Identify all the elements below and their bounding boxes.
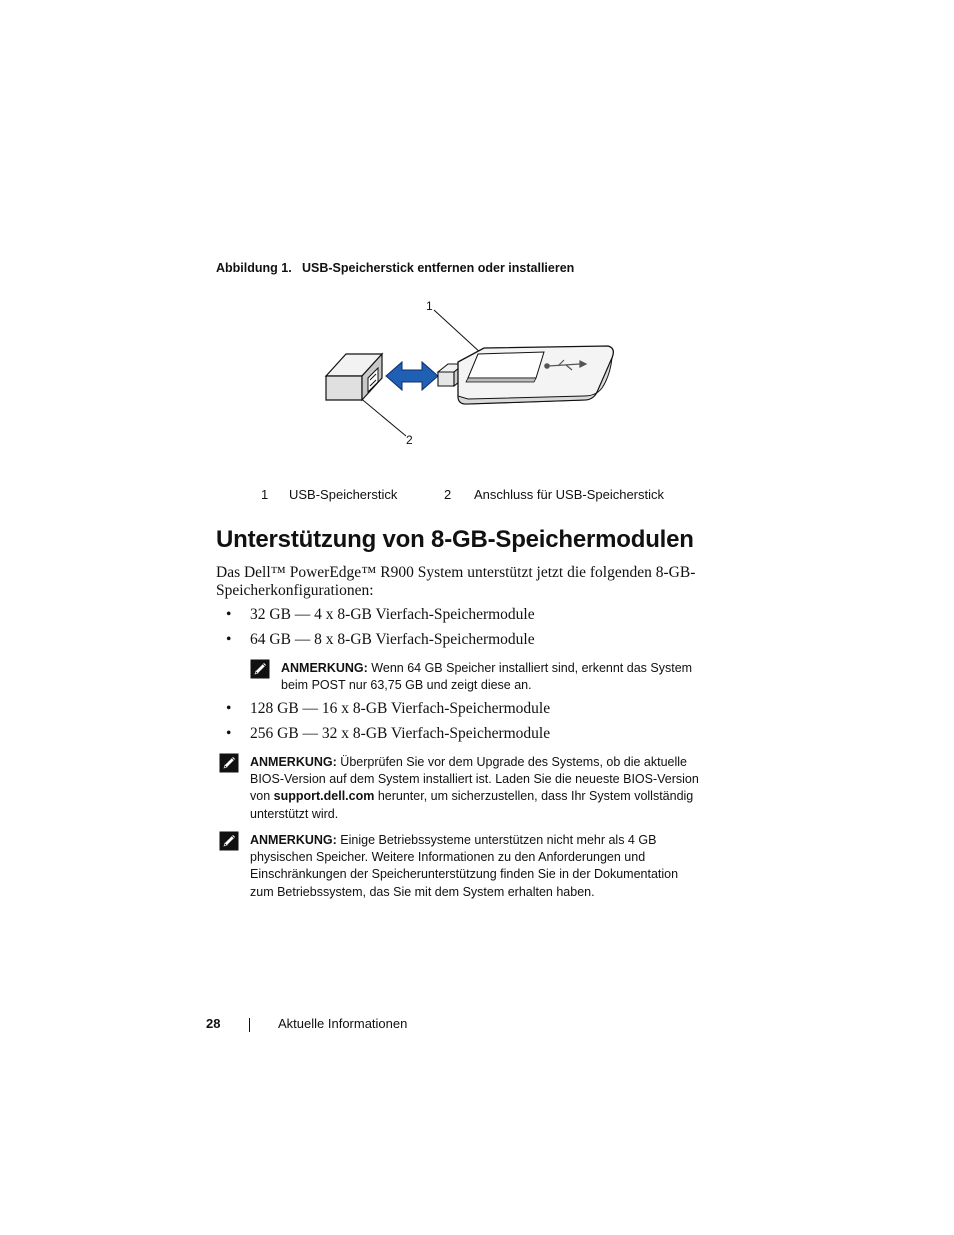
callout-line-2 xyxy=(358,396,406,436)
support-link[interactable]: support.dell.com xyxy=(273,789,375,804)
legend-label-1: USB-Speicherstick xyxy=(289,487,398,502)
bullet-symbol: • xyxy=(226,725,232,742)
note-1-text: Wenn 64 GB Speicher installiert sind, erkennt das System beim POST nur 63,75 GB und zeigt diese an. xyxy=(281,661,693,693)
usb-connector-port xyxy=(326,354,382,400)
list-item-text: 128 GB — 16 x 8-GB Vierfach-Speichermodule xyxy=(250,700,551,717)
list-item-text: 64 GB — 8 x 8-GB Vierfach-Speichermodule xyxy=(250,631,535,648)
list-item-text: 32 GB — 4 x 8-GB Vierfach-Speichermodule xyxy=(250,606,535,623)
bullet-symbol: • xyxy=(226,606,232,623)
legend-label-2: Anschluss für USB-Speicherstick xyxy=(474,487,665,502)
list-item xyxy=(226,700,550,718)
note-2 xyxy=(250,754,702,823)
bullet-symbol: • xyxy=(226,631,232,648)
legend-num-1: 1 xyxy=(261,487,269,502)
note-label: ANMERKUNG: xyxy=(281,661,368,675)
footer-divider xyxy=(249,1018,250,1032)
note-pencil-icon xyxy=(219,753,239,773)
note-3 xyxy=(250,832,690,901)
list-item-text: 256 GB — 32 x 8-GB Vierfach-Speichermodule xyxy=(250,725,551,742)
callout-2: 2 xyxy=(406,433,413,447)
insert-remove-arrow-icon xyxy=(386,362,438,390)
section-heading: Unterstützung von 8-GB-Speichermodulen xyxy=(216,526,694,553)
note-2-text-after: herunter, um sicherzustellen, dass Ihr System vollständig unterstützt wird. xyxy=(250,789,694,821)
note-2-text-before: Überprüfen Sie vor dem Upgrade des Systems, ob die aktuelle BIOS-Version auf dem System installiert ist. Laden Sie die neueste BIOS-Version von xyxy=(250,755,699,804)
footer-section-title: Aktuelle Informationen xyxy=(278,1016,408,1031)
legend-num-2: 2 xyxy=(444,487,452,502)
callout-1: 1 xyxy=(426,299,433,313)
note-label: ANMERKUNG: xyxy=(250,755,337,769)
bullet-symbol: • xyxy=(226,700,232,717)
note-pencil-icon xyxy=(219,831,239,851)
usb-stick-illustration xyxy=(318,296,628,450)
figure-title: USB-Speicherstick entfernen oder installieren xyxy=(302,261,575,275)
note-pencil-icon xyxy=(250,659,270,679)
usb-stick xyxy=(438,346,613,404)
list-item xyxy=(226,606,535,624)
note-label: ANMERKUNG: xyxy=(250,833,337,847)
list-item xyxy=(226,631,535,649)
note-1 xyxy=(281,660,711,694)
note-3-text: Einige Betriebssysteme unterstützen nicht mehr als 4 GB physischen Speicher. Weitere Informationen zu den Anforderungen und Einschränkungen der Speicherunterstützung finden Sie in der Dokumentation zum Betriebssystem, das Sie mit dem System erhalten haben. xyxy=(250,833,679,899)
intro-paragraph: Das Dell™ PowerEdge™ R900 System unterstützt jetzt die folgenden 8-GB-Speicherkonfigurationen: xyxy=(216,564,696,599)
list-item xyxy=(226,725,550,743)
callout-line-1 xyxy=(434,310,482,354)
figure-caption xyxy=(216,261,574,275)
page-number: 28 xyxy=(206,1016,221,1031)
figure-number: Abbildung 1. xyxy=(216,261,292,275)
